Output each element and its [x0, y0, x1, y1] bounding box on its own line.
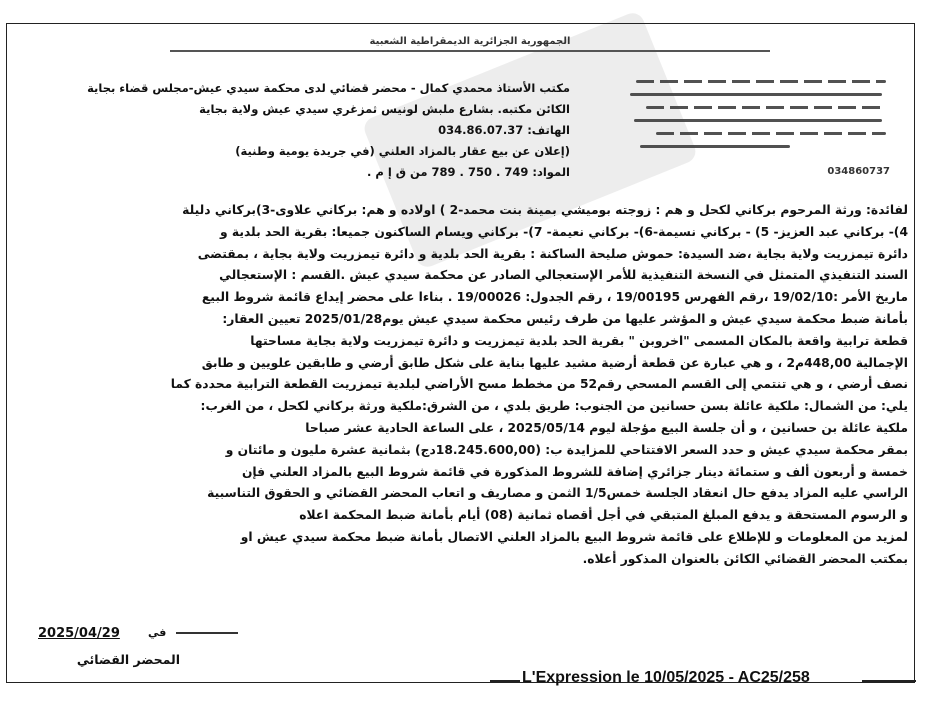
- body-line: لمزيد من المعلومات و للإطلاع على قائمة شروط البيع بالمزاد العلني الاتصال بأمانة ضبط محكمة سيدي عيش او: [240, 529, 908, 544]
- footer-rule-right: [862, 680, 916, 682]
- notice-title: (إعلان عن بيع عقار بالمزاد العلني (في جريدة يومية وطنية): [235, 144, 570, 158]
- scribble-line: [630, 93, 882, 96]
- body-line: الإجمالية 448,00م2 ، و هي عبارة عن قطعة أرضية مشيد عليها بناية على شكل طابق أرضي و طابقين علويين و طابق: [201, 355, 908, 370]
- body-line: قطعة ترابية واقعة بالمكان المسمى "اخروبن " بقرية الحد بلدية تيمزريت و دائرة تيمزريت ولاية بجاية مساحتها: [250, 333, 908, 348]
- date-preposition: في: [148, 626, 167, 639]
- scribble-line: [646, 106, 886, 109]
- body-line: لفائدة: ورثة المرحوم بركاني لكحل و هم : زوجته بوميشي بمينة بنت محمد-2 ) اولاده و هم: بركاني علاوى-3)بركاني دليلة: [182, 203, 908, 217]
- body-line: بأمانة ضبط محكمة سيدي عيش و المؤشر عليها من طرف رئيس محكمة سيدي عيش يوم2025/01/28 تعيين العقار:: [222, 311, 908, 326]
- notice-date: 2025/04/29: [38, 626, 120, 641]
- header-divider: [170, 50, 770, 52]
- scribble-line: [636, 80, 886, 83]
- body-line: و الرسوم المستحقة و يدفع المبلغ المتبقي في أجل أقصاه ثمانية (08) أيام بأمانة ضبط المحكمة اعلاه: [299, 508, 908, 523]
- scribbled-header-block: [630, 80, 890, 177]
- body-line: ملكية عائلة بن حسانين ، و أن جلسة البيع مؤجلة ليوم 2025/05/14 ، على الساعة الحادية عشر صباحا: [305, 420, 908, 435]
- office-address: الكائن مكتبه. بشارع ملبش لونيس ثمزغري سيدي عيش ولاية بجاية: [199, 102, 570, 116]
- body-line: دائرة تيمزريت ولاية بجاية ،ضد السيدة: حموش صليحة الساكنة : بقرية الحد بلدية و دائرة تيمزريت ولاية بجاية ، بمقتضى: [197, 246, 908, 261]
- left-phone-number: 034860737: [827, 166, 890, 177]
- body-line: بمقر محكمة سيدي عيش و حدد السعر الافتتاحي للمزايدة ب: (18.245.600,00دج) بثمانية عشرة مليون و مائتان و: [225, 442, 908, 457]
- office-phone: الهاتف: 034.86.07.37: [438, 123, 570, 137]
- legal-articles: المواد: 749 . 750 . 789 من ق إ م .: [367, 165, 570, 179]
- body-line: 4)- بركاني عبد العزيز- 5) - بركاني نسيمة-6)- بركاني نعيمة- 7)- بركاني ويسام الساكنون جميعا: بقرية الحد بلدية و: [219, 224, 908, 239]
- body-line: الراسي عليه المزاد يدفع حال انعقاد الجلسة خمس1/5 الثمن و مصاريف و اتعاب المحضر القضائي و الحقوق التناسبية: [207, 486, 908, 501]
- notice-body: [18, 200, 908, 571]
- body-line: السند التنفيذي المتمثل في النسخة التنفيذية للأمر الإستعجالي الصادر عن محكمة سيدي عيش .القسم : الإستعجالي: [219, 268, 908, 283]
- republic-header: الجمهورية الجزائرية الديمقراطية الشعبية: [369, 36, 571, 47]
- handwritten-place-scribble: [176, 632, 238, 634]
- signatory-title: المحضر القضائي: [76, 652, 180, 667]
- body-line: بمكتب المحضر القضائي الكائن بالعنوان المذكور أعلاه.: [582, 551, 908, 566]
- bailiff-office-block: [80, 78, 570, 183]
- scribble-line: [634, 119, 882, 122]
- scribble-line: [656, 132, 886, 135]
- footer-rule-left: [490, 680, 520, 682]
- body-line: ماريخ الأمر :19/02/10 ،رقم الفهرس 19/00195 ، رقم الجدول: 19/00026 . بناءا على محضر إيداع قائمة شروط البيع: [201, 290, 908, 305]
- body-line: نصف أرضي ، و هي تنتمي إلى القسم المسحي رقم52 من مخطط مسح الأراضي لبلدية تيمزريت القطعة الترابية محددة كما: [170, 377, 908, 392]
- scribble-line: [640, 145, 790, 148]
- body-line: خمسة و أربعون ألف و ستمائة دينار جزائري إضافة للشروط المذكورة في قائمة شروط البيع بالمزاد العلني فإن: [241, 464, 908, 479]
- publication-reference: L'Expression le 10/05/2025 - AC25/258: [522, 669, 810, 686]
- body-line: يلي: من الشمال: ملكية عائلة بسن حسانين من الجنوب: طريق بلدي ، من الشرق:ملكية ورثة بركاني لكحل ، من الغرب:: [200, 399, 908, 414]
- office-title: مكتب الأستاذ محمدي كمال - محضر قضائي لدى محكمة سيدي عيش-مجلس قضاء بجاية: [87, 81, 570, 95]
- place-and-date: [38, 626, 238, 646]
